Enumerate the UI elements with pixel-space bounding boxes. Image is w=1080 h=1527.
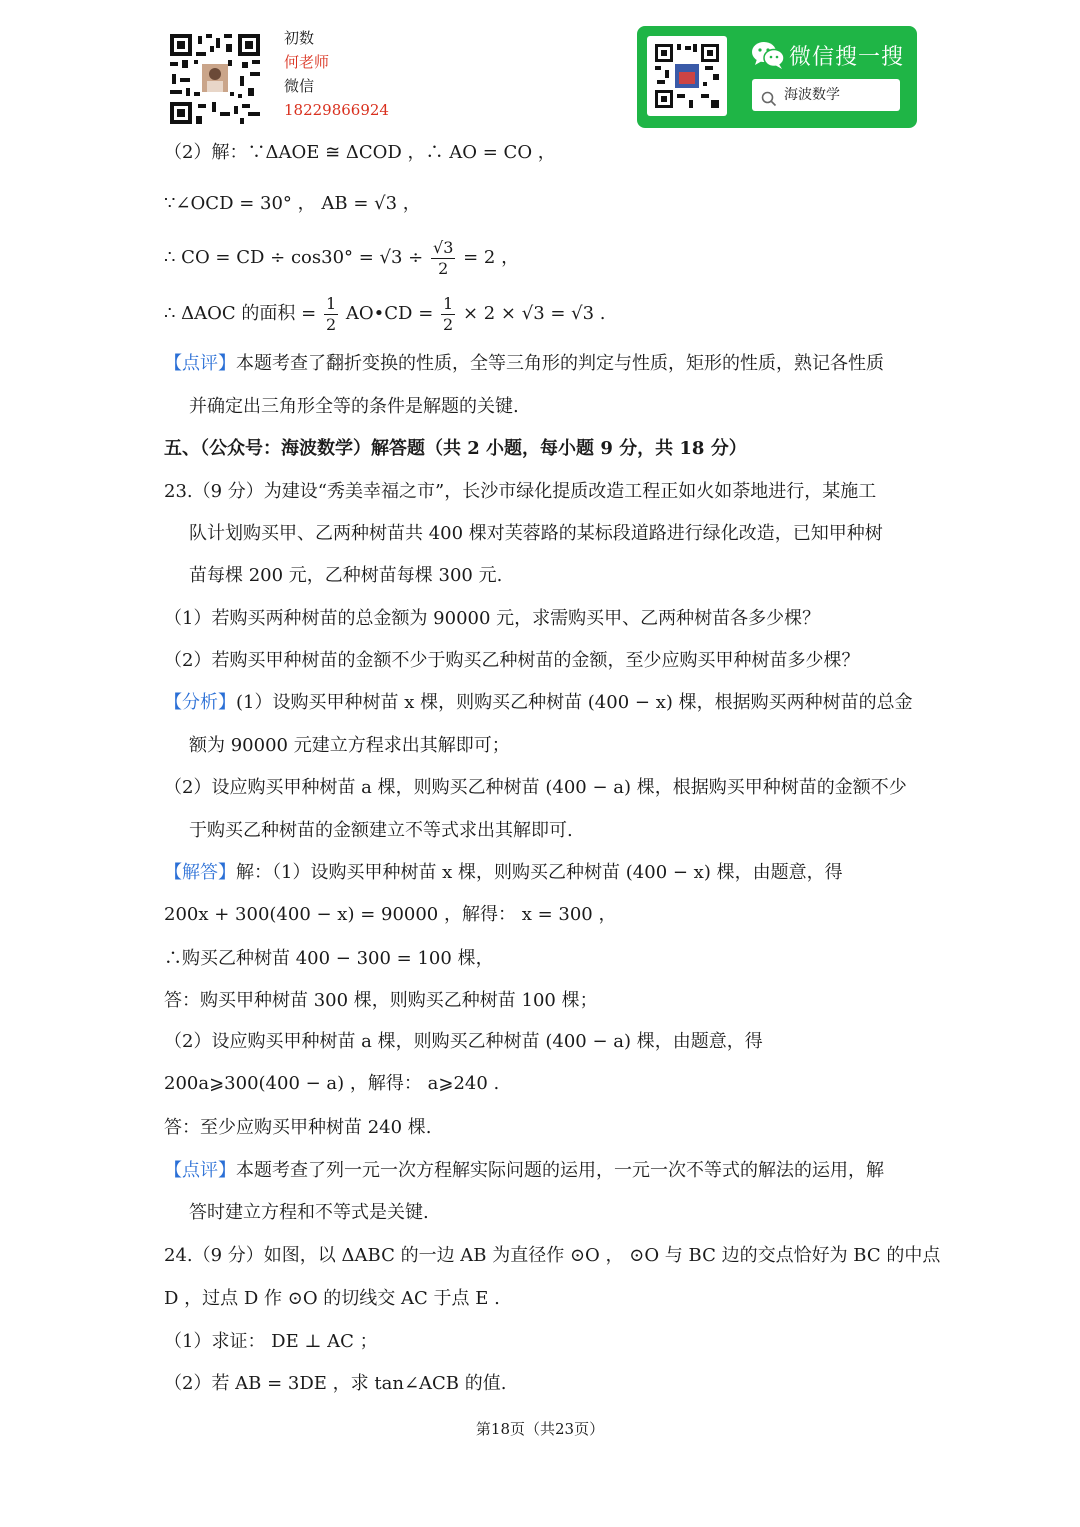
answer-text: 解：（1）设购买甲种树苗 x 棵，则购买乙种树苗 (400 − x) 棵，由题意，得 xyxy=(236,862,843,883)
fraction-one-half-b xyxy=(441,294,455,335)
analysis-text: (1）设购买甲种树苗 x 棵，则购买乙种树苗 (400 − x) 棵，根据购买两种树苗的总金 xyxy=(236,692,913,713)
qr-code-right xyxy=(647,36,727,116)
review-tag: 【点评】 xyxy=(164,1160,236,1181)
q23-part-2: （2）若购买甲种树苗的金额不少于购买乙种树苗的金额，至少应购买甲种树苗多少棵？ xyxy=(164,650,860,671)
review-23-line-1 xyxy=(164,1159,884,1183)
solution-line-2: ∵∠OCD = 30° ， AB = √3 ， xyxy=(164,193,421,214)
q24-part-2: （2）若 AB = 3DE ，求 tan∠ACB 的值. xyxy=(164,1373,507,1394)
review-text: 本题考查了翻折变换的性质，全等三角形的判定与性质，矩形的性质，熟记各性质 xyxy=(236,353,884,374)
wechat-logo-icon xyxy=(751,40,785,74)
solution-line-3-a: ∴ CO = CD ÷ cos30° = √3 ÷ xyxy=(164,247,424,268)
fraction-numerator: 1 xyxy=(443,293,454,313)
answer-line-7: 答：至少应购买甲种树苗 240 棵. xyxy=(164,1117,432,1138)
solution-line-4 xyxy=(164,292,606,336)
analysis-tag: 【分析】 xyxy=(164,692,236,713)
q23-line-2: 队计划购买甲、乙两种树苗共 400 棵对芙蓉路的某标段道路进行绿化改造，已知甲种树 xyxy=(189,523,883,544)
q23-line-1: 23.（9 分）为建设“秀美幸福之市”，长沙市绿化提质改造工程正如火如荼地进行，某施工 xyxy=(164,481,877,502)
q23-line-3: 苗每棵 200 元，乙种树苗每棵 300 元. xyxy=(189,565,503,586)
contact-info xyxy=(284,26,389,122)
analysis-line-2: 额为 90000 元建立方程求出其解即可； xyxy=(189,735,510,756)
contact-phone: 18229866924 xyxy=(284,101,389,119)
search-box[interactable] xyxy=(752,79,900,111)
answer-tag: 【解答】 xyxy=(164,862,236,883)
review-22-line-2: 并确定出三角形全等的条件是解题的关键. xyxy=(189,396,519,417)
answer-line-1 xyxy=(164,861,843,885)
q24-line-1: 24.（9 分）如图，以 ΔABC 的一边 AB 为直径作 ⊙O ， ⊙O 与 BC 边的交点恰好为 BC 的中点 xyxy=(164,1245,941,1266)
solution-line-4-b: AO•CD = xyxy=(345,303,434,324)
search-icon xyxy=(761,87,777,119)
fraction-numerator: 1 xyxy=(325,293,337,313)
fraction-denominator: 2 xyxy=(438,258,449,278)
analysis-line-3: （2）设应购买甲种树苗 a 棵，则购买乙种树苗 (400 − a) 棵，根据购买甲种树苗的金额不少 xyxy=(164,777,907,798)
q24-line-2: D ，过点 D 作 ⊙O 的切线交 AC 于点 E . xyxy=(164,1288,500,1309)
qr-code-left xyxy=(168,32,262,126)
contact-line-1: 初数 xyxy=(284,29,315,47)
contact-line-3: 微信 xyxy=(284,77,315,95)
fraction-denominator: 2 xyxy=(325,314,337,334)
section-heading: 五、（公众号：海波数学）解答题（共 2 小题，每小题 9 分，共 18 分） xyxy=(164,438,747,459)
page-footer: 第18页（共23页） xyxy=(475,1420,605,1438)
solution-line-1: （2）解：∵ΔAOE ≅ ΔCOD ，∴ AO = CO ， xyxy=(164,142,556,163)
wechat-search-banner xyxy=(637,26,917,128)
answer-line-2: 200x + 300(400 − x) = 90000 ，解得： x = 300 ， xyxy=(164,904,617,925)
wechat-search-title: 微信搜一搜 xyxy=(789,45,905,70)
review-text: 本题考查了列一元一次方程解实际问题的运用，一元一次不等式的解法的运用，解 xyxy=(236,1160,884,1181)
fraction-denominator: 2 xyxy=(443,314,454,334)
review-23-line-2: 答时建立方程和不等式是关键. xyxy=(189,1202,429,1223)
review-tag: 【点评】 xyxy=(164,353,236,374)
solution-line-3 xyxy=(164,236,519,280)
analysis-line-1 xyxy=(164,691,913,715)
fraction-numerator: √3 xyxy=(433,237,454,257)
answer-line-6: 200a⩾300(400 − a) ，解得： a⩾240 . xyxy=(164,1073,500,1094)
q24-part-1: （1）求证： DE ⊥ AC ； xyxy=(164,1331,378,1352)
solution-line-3-b: = 2 ， xyxy=(463,247,520,268)
answer-line-5: （2）设应购买甲种树苗 a 棵，则购买乙种树苗 (400 − a) 棵，由题意，得 xyxy=(164,1031,763,1052)
analysis-line-4: 于购买乙种树苗的金额建立不等式求出其解即可. xyxy=(189,820,573,841)
answer-line-3: ∴购买乙种树苗 400 − 300 = 100 棵， xyxy=(164,948,494,969)
search-text: 海波数学 xyxy=(784,87,840,103)
solution-line-4-a: ∴ ΔAOC 的面积 = xyxy=(164,303,317,324)
solution-line-4-c: × 2 × √3 = √3 . xyxy=(462,303,606,324)
fraction-sqrt3-over-2 xyxy=(431,238,455,279)
fraction-one-half-a xyxy=(324,294,338,335)
q23-part-1: （1）若购买两种树苗的总金额为 90000 元，求需购买甲、乙两种树苗各多少棵？ xyxy=(164,608,821,629)
contact-line-2: 何老师 xyxy=(284,53,330,71)
answer-line-4: 答：购买甲种树苗 300 棵，则购买乙种树苗 100 棵； xyxy=(164,990,598,1011)
review-22-line-1 xyxy=(164,352,884,376)
